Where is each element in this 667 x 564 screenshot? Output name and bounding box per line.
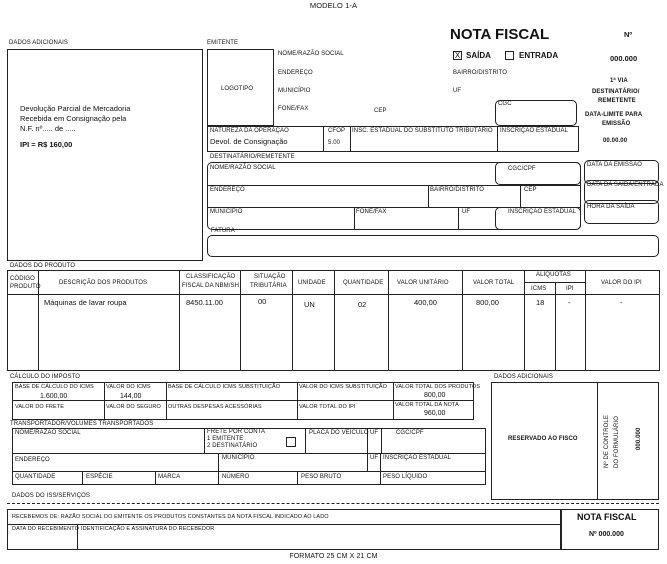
transp-peso-bruto: PESO BRUTO — [301, 474, 342, 480]
dest-cep: CEP — [524, 187, 537, 193]
entrada-label: ENTRADA — [519, 51, 559, 60]
canhoto-numero: Nº 000.000 — [589, 531, 624, 538]
emit-endereco: ENDEREÇO — [278, 70, 313, 76]
frete-label: VALOR DO FRETE — [15, 404, 64, 410]
valor-icms-label: VALOR DO ICMS — [106, 384, 151, 390]
entrada-checkbox[interactable] — [505, 51, 514, 60]
dest-endereco: ENDEREÇO — [210, 187, 245, 193]
row-icms: 18 — [536, 298, 545, 307]
data-limite-val: 00.00.00 — [603, 138, 628, 144]
row-total: 800,00 — [476, 298, 499, 307]
dest-bairro: BAIRRO/DISTRITO — [430, 187, 485, 193]
th-codigo2: PRODUTO — [10, 284, 41, 290]
transp-frete1: FRETE POR CONTA — [207, 429, 266, 435]
dest-fone: FONE/FAX — [356, 209, 387, 215]
row-quantidade: 02 — [358, 300, 367, 309]
emit-bairro: BAIRRO/DISTRITO — [453, 70, 508, 76]
th-class2: FISCAL DA NBM/SH — [182, 283, 240, 289]
via3: REMETENTE — [598, 98, 636, 104]
th-unitario: VALOR UNITÁRIO — [397, 280, 449, 286]
dados-adicionais-bottom-title: DADOS ADICIONAIS — [494, 374, 553, 380]
row-unitario: 400,00 — [414, 298, 437, 307]
info-line2: Recebida em Consignação pela — [20, 114, 127, 123]
natureza-label: NATUREZA DA OPERAÇÃO — [210, 128, 289, 134]
nota-numero: 000.000 — [610, 54, 638, 63]
th-quantidade: QUANTIDADE — [343, 280, 384, 286]
th-total: VALOR TOTAL — [473, 280, 515, 286]
via1: 1ª VIA — [610, 78, 628, 84]
dest-uf: UF — [462, 209, 471, 215]
emit-cep: CEP — [374, 108, 387, 114]
info-line1: Devolução Parcial de Mercadoria — [20, 104, 131, 113]
row-valor-ipi: - — [620, 298, 623, 307]
th-sit1: SITUAÇÃO — [254, 274, 286, 280]
cfop-val: 5.00 — [328, 140, 341, 146]
via2: DESTINATÁRIO/ — [592, 89, 640, 95]
th-valor-ipi: VALOR DO IPI — [601, 280, 642, 286]
emit-cgc: CGC — [498, 101, 512, 107]
controle-val: 000.000 — [636, 427, 642, 450]
th-icms: ICMS — [531, 286, 547, 292]
th-sit2: TRIBUTÁRIA — [250, 283, 287, 289]
transp-peso-liquido: PESO LÍQUIDO — [383, 474, 428, 480]
cfop-label: CFOP — [328, 128, 346, 134]
nota-title: NOTA FISCAL — [450, 26, 550, 43]
dados-adicionais-title: DADOS ADICIONAIS — [9, 40, 68, 46]
th-class1: CLASSIFICAÇÃO — [186, 274, 236, 280]
reservado-fisco: RESERVADO AO FISCO — [508, 436, 578, 442]
transp-municipio: MUNICÍPIO — [222, 455, 255, 461]
dest-cgc: CGC/CPF — [508, 166, 536, 172]
canhoto-data: DATA DO RECEBIMENTO — [12, 526, 79, 532]
hora-saida: HORA DA SAÍDA — [587, 204, 635, 210]
valor-ipi-label: VALOR TOTAL DO IPI — [299, 404, 356, 410]
insc-est-label: INSCRIÇÃO ESTADUAL — [500, 128, 569, 134]
row-classificacao: 8450.11.00 — [186, 298, 223, 307]
data-saida: DATA DA SAÍDA/ENTRADA — [587, 182, 664, 188]
saida-checkbox[interactable]: X — [454, 51, 461, 60]
th-unidade: UNIDADE — [298, 280, 326, 286]
dest-municipio: MUNICÍPIO — [210, 209, 243, 215]
transp-uf: UF — [370, 430, 379, 436]
dest-nome: NOME/RAZÃO SOCIAL — [210, 165, 276, 171]
controle2: DO FORMULÁRIO — [614, 416, 620, 468]
transp-placa: PLACA DO VEÍCULO — [309, 430, 369, 436]
controle1: Nº DE CONTROLE — [604, 415, 610, 468]
valor-subst-label: VALOR DO ICMS SUBSTITUIÇÃO — [299, 384, 388, 390]
canhoto-identificacao: IDENTIFICAÇÃO E ASSINATURA DO RECEBEDOR — [81, 526, 215, 532]
data-emissao: DATA DA EMISSÃO — [587, 162, 642, 168]
transp-frete2: 1 EMITENTE — [207, 436, 244, 442]
valor-produtos-val: 800,00 — [424, 392, 446, 399]
nota-numero-label: Nº — [624, 30, 633, 39]
transp-especie: ESPÉCIE — [86, 474, 113, 480]
modelo-label: MODELO 1-A — [309, 1, 358, 10]
transp-marca: MARCA — [158, 474, 181, 480]
calculo-title: CÁLCULO DO IMPOSTO — [10, 374, 81, 380]
info-line3: N.F. nº..... de ..... — [20, 124, 76, 133]
natureza-val: Devol. de Consignação — [210, 137, 288, 146]
servicos-title: DADOS DO ISS/SERVIÇOS — [12, 493, 91, 499]
frete-checkbox[interactable] — [286, 437, 296, 447]
formato-label: FORMATO 25 CM X 21 CM — [289, 553, 378, 560]
insc-subst-label: INSC. ESTADUAL DO SUBSTITUTO TRIBUTÁRIO — [352, 128, 493, 134]
base-icms-val: 1.600,00 — [40, 393, 68, 400]
valor-produtos-label: VALOR TOTAL DOS PRODUTOS — [395, 384, 481, 390]
transp-cgc: CGC/CPF — [396, 430, 424, 436]
base-subst-label: BASE DE CÁLCULO ICMS SUBSTITUIÇÃO — [168, 384, 281, 390]
seguro-label: VALOR DO SEGURO — [106, 404, 161, 410]
valor-nota-val: 960,00 — [424, 410, 446, 417]
th-ipi: IPI — [566, 286, 574, 292]
data-limite1: DATA-LIMITE PARA — [585, 112, 643, 118]
dest-insc: INSCRIÇÃO ESTADUAL — [508, 209, 577, 215]
valor-nota-label: VALOR TOTAL DA NOTA — [395, 402, 459, 408]
emit-uf: UF — [453, 88, 462, 94]
base-icms-label: BASE DE CÁLCULO DO ICMS — [15, 384, 94, 390]
emit-municipio: MUNICÍPIO — [278, 88, 311, 94]
row-situacao: 00 — [258, 297, 267, 306]
transp-numero: NÚMERO — [222, 474, 250, 480]
row-descricao: Máquinas de lavar roupa — [44, 298, 127, 307]
dados-adicionais-box — [7, 49, 203, 261]
th-descricao: DESCRIÇÃO DOS PRODUTOS — [59, 280, 148, 286]
fatura-box — [207, 235, 659, 257]
cut-line — [7, 503, 659, 504]
th-aliquotas: ALÍQUOTAS — [536, 272, 571, 278]
fatura-title: FATURA — [211, 228, 235, 234]
transp-frete3: 2 DESTINATÁRIO — [207, 443, 258, 449]
transp-insc: INSCRIÇÃO ESTADUAL — [383, 455, 452, 461]
emitente-title: EMITENTE — [207, 40, 239, 46]
canhoto-nf: NOTA FISCAL — [577, 512, 637, 522]
saida-label: SAÍDA — [466, 51, 491, 60]
valor-icms-val: 144,00 — [120, 393, 142, 400]
row-unidade: UN — [304, 300, 315, 309]
row-ipi: - — [568, 298, 571, 307]
th-codigo1: CÓDIGO — [10, 276, 35, 282]
emit-nome: NOME/RAZÃO SOCIAL — [278, 51, 344, 57]
transp-endereco: ENDEREÇO — [15, 457, 50, 463]
transp-quantidade: QUANTIDADE — [15, 474, 56, 480]
transp-uf2: UF — [370, 455, 379, 461]
transp-nome: NOME/RAZÃO SOCIAL — [15, 430, 81, 436]
logotipo: LOGOTIPO — [221, 86, 254, 92]
outras-label: OUTRAS DESPESAS ACESSÓRIAS — [168, 404, 262, 410]
transportador-title: TRANSPORTADOR/VOLUMES TRANSPORTADOS — [10, 421, 154, 427]
produtos-title: DADOS DO PRODUTO — [10, 263, 76, 269]
destinatario-title: DESTINATÁRIO/REMETENTE — [210, 154, 295, 160]
data-limite2: EMISSÃO — [602, 121, 631, 127]
info-ipi: IPI = R$ 160,00 — [20, 140, 73, 149]
canhoto-recebemos: RECEBEMOS DE: RAZÃO SOCIAL DO EMITENTE OS PRODUTOS CONSTANTES DA NOTA FISCAL INDICADO AO LADO — [12, 514, 329, 520]
emit-fone: FONE/FAX — [278, 106, 309, 112]
